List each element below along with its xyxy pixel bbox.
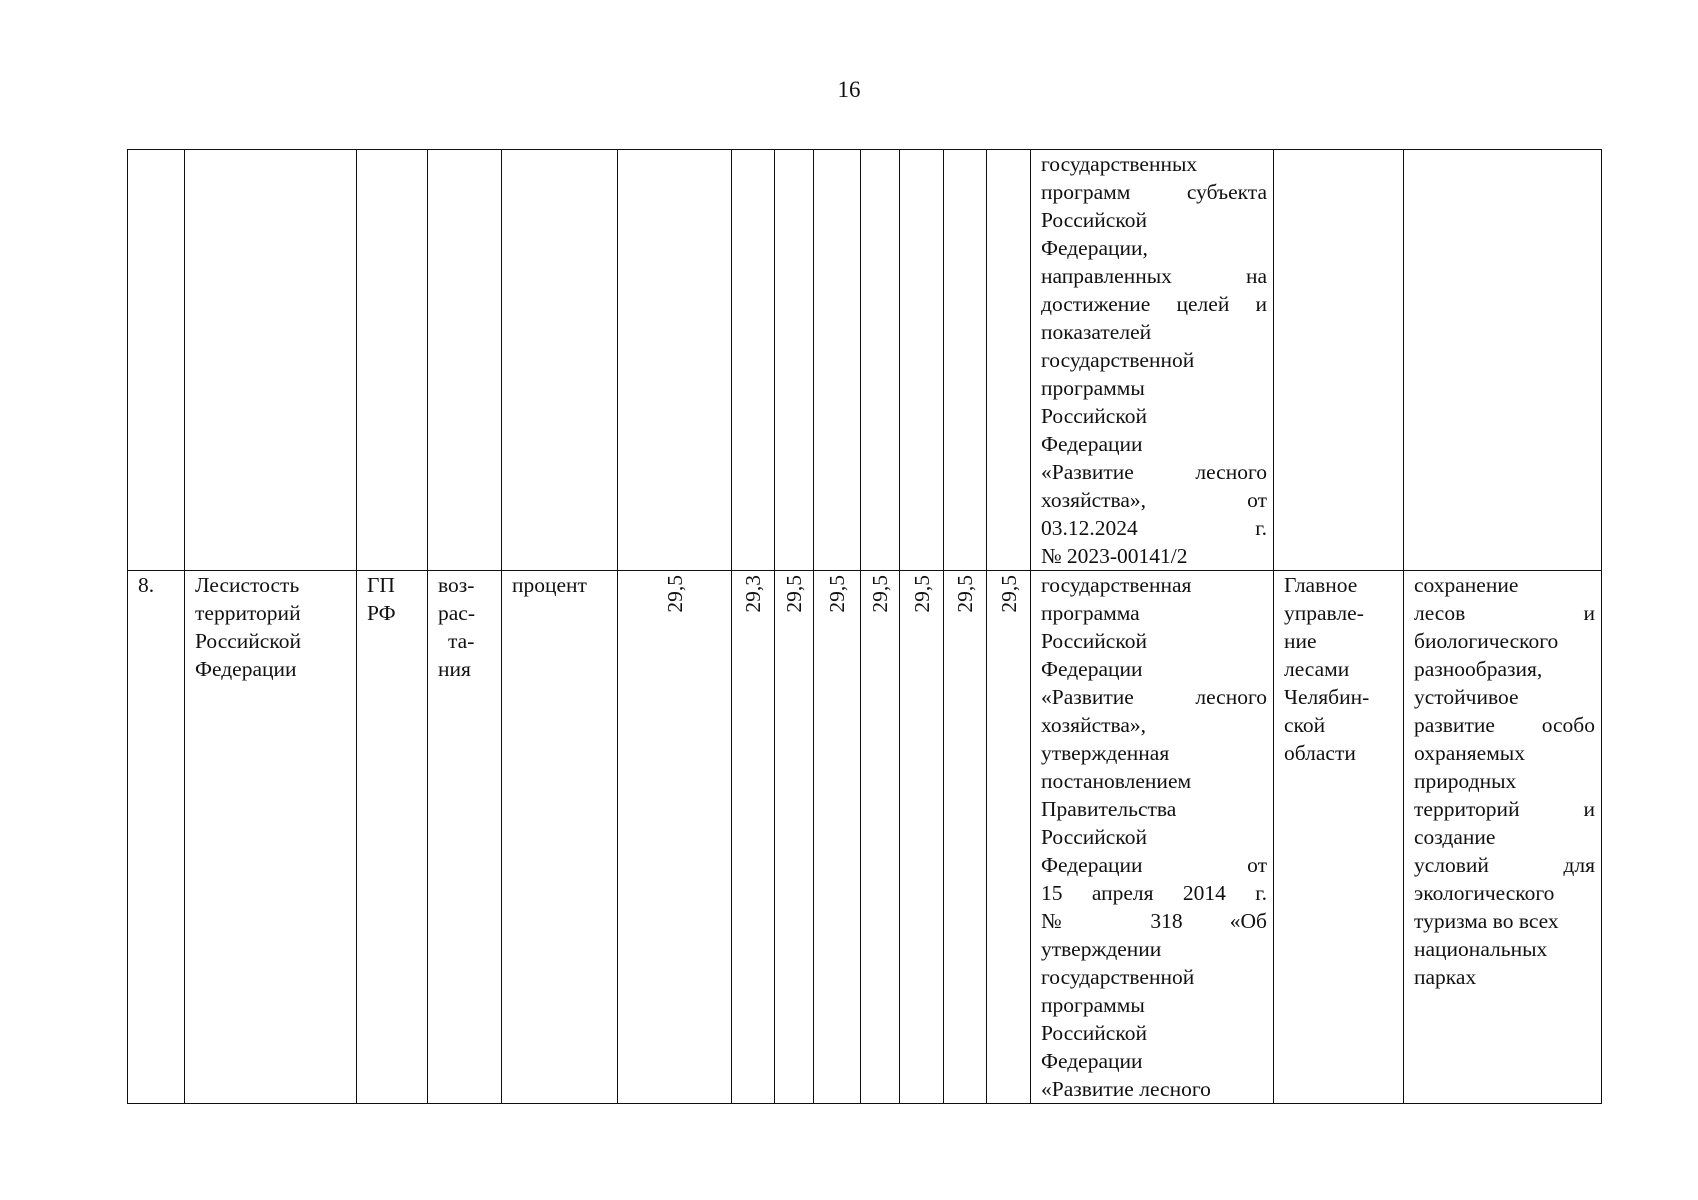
base-value: 29,5 xyxy=(662,575,687,613)
empty-cell xyxy=(944,150,987,571)
goal-line: экологического xyxy=(1414,881,1555,905)
empty-cell xyxy=(814,150,861,571)
program-line: государственная xyxy=(1041,573,1192,597)
year-value: 29,3 xyxy=(741,575,765,613)
responsible-line: Главное xyxy=(1284,573,1358,597)
base-value-cell xyxy=(618,571,732,1104)
program-line: «Развитие лесного xyxy=(1041,685,1267,709)
responsible-line: Челябин- xyxy=(1284,685,1370,709)
program-line: направленных на xyxy=(1041,264,1267,288)
page-number: 16 xyxy=(837,77,861,102)
indicator-name-cell xyxy=(185,571,357,1104)
empty-cell xyxy=(502,150,618,571)
program-line: государственных xyxy=(1041,152,1198,176)
empty-cell xyxy=(128,150,185,571)
year-value-cell xyxy=(775,571,814,1104)
trend-line: ния xyxy=(438,657,471,681)
goal-line: создание xyxy=(1414,825,1496,849)
unit-cell: процент xyxy=(502,571,618,1104)
empty-cell xyxy=(1404,150,1602,571)
empty-cell xyxy=(1274,150,1404,571)
program-line: хозяйства», от xyxy=(1041,488,1267,512)
program-line: Российской xyxy=(1041,825,1147,849)
responsible-line: управле- xyxy=(1284,601,1364,625)
program-line: Федерации xyxy=(1041,1049,1143,1073)
row-number: 8. xyxy=(128,571,185,1104)
goal-line: парках xyxy=(1414,965,1477,989)
goal-line: территорий и xyxy=(1414,797,1595,821)
program-line: Федерации xyxy=(1041,432,1143,456)
responsible-line: области xyxy=(1284,741,1356,765)
program-line: № 2023-00141/2 xyxy=(1041,544,1188,568)
responsible-line: лесами xyxy=(1284,657,1350,681)
year-value-cell xyxy=(814,571,861,1104)
year-value: 29,5 xyxy=(996,575,1021,613)
program-line: утвержденная xyxy=(1041,741,1170,765)
year-value: 29,5 xyxy=(868,575,892,613)
program-line: Федерации от xyxy=(1041,853,1267,877)
program-line: 15 апреля 2014 г. xyxy=(1041,881,1267,905)
empty-cell xyxy=(185,150,357,571)
trend-line: та- xyxy=(448,629,475,653)
empty-cell xyxy=(732,150,775,571)
empty-cell xyxy=(900,150,944,571)
program-line: утверждении xyxy=(1041,937,1162,961)
goal-line: сохранение xyxy=(1414,573,1519,597)
year-value: 29,5 xyxy=(953,575,977,613)
level-line: РФ xyxy=(367,601,396,625)
program-line: государственной xyxy=(1041,965,1195,989)
empty-cell xyxy=(618,150,732,571)
indicator-line: Федерации xyxy=(195,657,297,681)
program-line: Российской xyxy=(1041,208,1147,232)
empty-cell xyxy=(428,150,502,571)
empty-cell xyxy=(861,150,900,571)
program-line: «Развитие лесного xyxy=(1041,460,1267,484)
goal-line: национальных xyxy=(1414,937,1548,961)
responsible-line: ской xyxy=(1284,713,1326,737)
responsible-line: ние xyxy=(1284,629,1317,653)
indicator-line: территорий xyxy=(195,601,301,625)
year-value-cell xyxy=(944,571,987,1104)
goal-line: лесов и xyxy=(1414,601,1595,625)
program-line: постановлением xyxy=(1041,769,1192,793)
goal-cell xyxy=(1404,571,1602,1104)
goal-line: устойчивое xyxy=(1414,685,1519,709)
program-line: № 318 «Об xyxy=(1041,909,1267,933)
table-row-continuation xyxy=(128,150,1602,571)
responsible-cell xyxy=(1274,571,1404,1104)
table-row-8 xyxy=(128,571,1602,1104)
program-document-cell xyxy=(1031,150,1274,571)
goal-line: охраняемых xyxy=(1414,741,1525,765)
goal-line: развитие особо xyxy=(1414,713,1595,737)
program-line: хозяйства», xyxy=(1041,713,1147,737)
goal-line: природных xyxy=(1414,769,1517,793)
year-value-cell xyxy=(987,571,1031,1104)
trend-line: рас- xyxy=(438,601,475,625)
goal-line: разнообразия, xyxy=(1414,657,1543,681)
program-line: программа xyxy=(1041,601,1140,625)
program-line: «Развитие лесного xyxy=(1041,1077,1211,1101)
empty-cell xyxy=(775,150,814,571)
year-value-cell xyxy=(861,571,900,1104)
program-line: 03.12.2024 г. xyxy=(1041,516,1267,540)
empty-cell xyxy=(987,150,1031,571)
level-line: ГП xyxy=(367,573,395,597)
trend-line: воз- xyxy=(438,573,475,597)
goal-line: туризма во всех xyxy=(1414,909,1559,933)
program-line: Федерации xyxy=(1041,657,1143,681)
year-value-cell xyxy=(732,571,775,1104)
program-line: показателей xyxy=(1041,320,1152,344)
goal-line: биологического xyxy=(1414,629,1559,653)
year-value-cell xyxy=(900,571,944,1104)
indicator-level-cell xyxy=(357,571,428,1104)
indicator-line: Лесистость xyxy=(195,573,300,597)
year-value: 29,5 xyxy=(825,575,849,613)
program-line: Российской xyxy=(1041,404,1147,428)
year-value: 29,5 xyxy=(782,575,806,613)
empty-cell xyxy=(357,150,428,571)
trend-cell xyxy=(428,571,502,1104)
program-line: достижение целей и xyxy=(1041,292,1267,316)
program-line: Федерации, xyxy=(1041,236,1148,260)
program-document-cell xyxy=(1031,571,1274,1104)
program-line: программы xyxy=(1041,993,1145,1017)
program-line: государственной xyxy=(1041,348,1195,372)
program-line: программы xyxy=(1041,376,1145,400)
program-line: Российской xyxy=(1041,629,1147,653)
indicators-table xyxy=(127,149,1602,1104)
year-value: 29,5 xyxy=(909,575,934,613)
goal-line: условий для xyxy=(1414,853,1595,877)
program-line: Российской xyxy=(1041,1021,1147,1045)
program-line: Правительства xyxy=(1041,797,1177,821)
indicator-line: Российской xyxy=(195,629,301,653)
program-line: программ субъекта xyxy=(1041,180,1267,204)
